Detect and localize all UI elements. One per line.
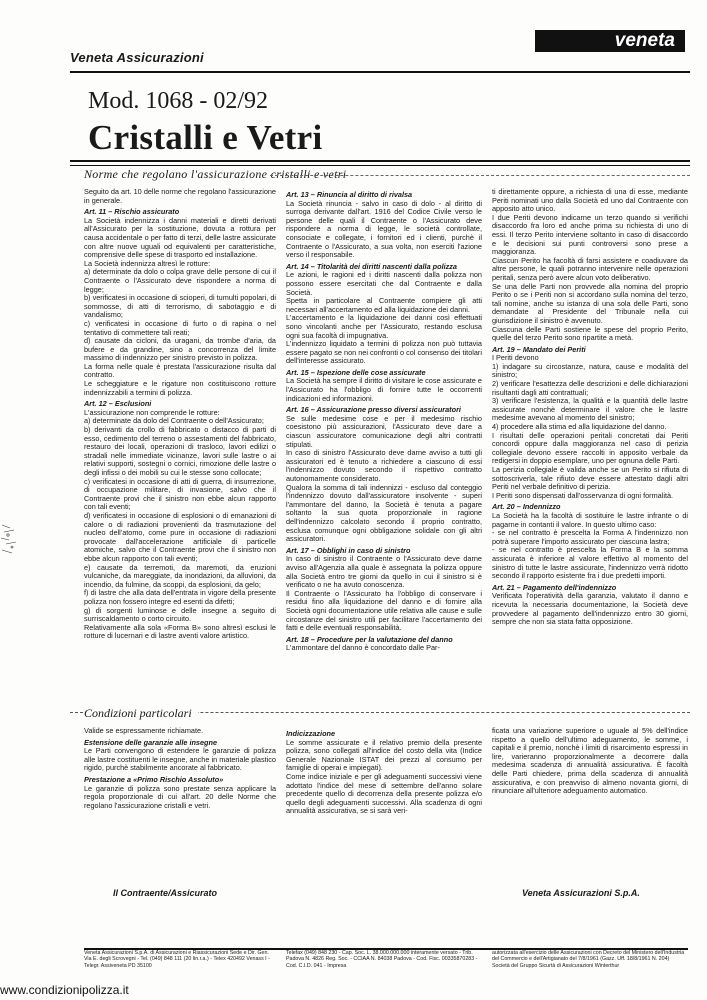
footer-company-info: Veneta Assicurazioni S.p.A. di Assicurazioni e Riassicurazioni Sede e Dir. Gen. Via E. degli Scrovegni - Tel. (049) 848 111 (20 lin.r.a.) - Telex 420492 Venass I - Telegr. Assiveneta PD 35100 bbox=[84, 950, 270, 969]
paragraph: g) di sorgenti luminose e delle insegne a seguito di surriscaldamento o corto circuito. bbox=[84, 605, 276, 624]
paragraph: La Società ha sempre il diritto di visitare le cose assicurate e l'Assicurato ha l'obbligo di fornire tutte le occorrenti indicazioni ed informazioni. bbox=[286, 376, 482, 403]
watermark-url: www.condizionipolizza.it bbox=[0, 983, 129, 997]
section-heading-condizioni: Condizioni particolari bbox=[84, 706, 198, 721]
paragraph: Spetta in particolare al Contraente compiere gli atti necessari all'accertamento ed alla liquidazione dei danni. bbox=[286, 296, 482, 314]
footer-registration-info: Telefax (049) 848 230 - Cap. Soc. L. 38.000.000.000 interamente versato - Trib. Padova N. 4826 Reg. Soc. - CCIAA N. 84038 Padova - Cod. Fisc. 00335870283 - Cod. C.I.D. 041 - Impresa bbox=[286, 950, 478, 969]
paragraph: d) causate da cicloni, da uragani, da trombe d'aria, da bufere e da grandine, sino a concorrenza del limite massimo di indennizzo per sinistro previsto in polizza. bbox=[84, 336, 276, 363]
paragraph: L'assicurazione non comprende le rotture: bbox=[84, 407, 220, 417]
paragraph: c) verificatesi in occasione di furto o di rapina o nel tentativo di commettere tali reati; bbox=[84, 318, 276, 337]
company-header: Veneta Assicurazioni bbox=[70, 50, 204, 65]
paragraph: Ciascun Perito ha facoltà di farsi assistere e coadiuvare da altre persone, le quali potranno intervenire nelle operazioni peritali, senza però avere alcun voto deliberativo. bbox=[492, 255, 688, 282]
article-heading: Art. 17 – Obblighi in caso di sinistro bbox=[286, 545, 411, 555]
article-heading: Art. 16 – Assicurazione presso diversi assicuratori bbox=[286, 405, 461, 415]
paragraph: Le Parti convengono di estendere le garanzie di polizza alle lastre costituenti le insegne, anche in materiale plastico rigido, purchè stabilmente ancorate al fabbricato. bbox=[84, 746, 276, 773]
paragraph: Le scheggiature e le rigature non costituiscono rotture indennizzabili a termini di polizza. bbox=[84, 379, 276, 397]
paragraph: I risultati delle operazioni peritali concretati dai Periti concordi oppure dalla maggioranza nel caso di perizia collegiale devono essere raccolti in apposito verbale da redigersi in doppio esemplare, uno per ognuna delle Parti. bbox=[492, 430, 688, 466]
article-heading: Art. 18 – Procedure per la valutazione del danno bbox=[286, 634, 453, 644]
paragraph: Verificata l'operatività della garanzia, valutato il danno e ricevuta la necessaria documentazione, la Società deve provvedere al pagamento dell'indennizzo entro 30 giorni, sempre che non sia stata fatta opposizione. bbox=[492, 591, 688, 627]
conditions-column-3 bbox=[492, 727, 688, 796]
paragraph: La Società rinuncia - salvo in caso di dolo - al diritto di surroga derivante dall'art. 1916 del Codice Civile verso le persone delle quali il Contraente o l'Assicurato deve rispondere a norma di legge, le società controllate, consociate e collegate, i fornitori ed i clienti, purchè il Contraente o l'Assicurato, a sua volta, non eserciti l'azione verso il responsabile. bbox=[286, 198, 482, 260]
paragraph: La Società ha la facoltà di sostituire le lastre infrante o di pagarne in contanti il valore. In questo ultimo caso: bbox=[492, 510, 688, 529]
paragraph: La Società indennizza i danni materiali e diretti derivati all'Assicurato per la sostituzione, dovuta a rottura per causa accidentale o per fatto di terzi, delle lastre assicurate con altre nuove uguali od equivalenti per caratteristiche, comprensive delle spese di trasporto ed installazione. bbox=[84, 215, 276, 260]
paragraph: Seguito da art. 10 delle norme che regolano l'assicurazione in generale. bbox=[84, 187, 276, 205]
model-number: Mod. 1068 - 02/92 bbox=[88, 88, 268, 114]
title-rule bbox=[70, 160, 690, 166]
section-heading-norme: Norme che regolano l'assicurazione cristalli e vetri bbox=[84, 167, 347, 181]
paragraph: In caso di sinistro il Contraente o l'Assicurato deve darne avviso all'Agenzia alla quale è assegnata la polizza oppure alla Società entro tre giorni da quello in cui il sinistro si è verificato o ne ha avuto conoscenza. bbox=[286, 554, 482, 590]
header-rule bbox=[70, 71, 690, 73]
paragraph: c) verificatesi in occasione di atti di guerra, di insurrezione, di occupazione militare, di invasione, salvo che il Contraente provi che il sinistro non ebbe alcun rapporto con tali eventi; bbox=[84, 476, 276, 512]
article-heading: Prestazione a «Primo Rischio Assoluto» bbox=[84, 774, 224, 784]
paragraph: I Periti devono bbox=[492, 353, 539, 363]
paragraph: I Periti sono dispensati dall'osservanza di ogni formalità. bbox=[492, 490, 674, 500]
paragraph: ficata una variazione superiore o uguale al 5% dell'indice rispetto a quello dell'ultimo adeguamento, le somme, i capitali e il premio, nonchè i limiti di risarcimento espressi in lire, varieranno proporzionalmente a decorrere dalla medesima scadenza di annualità assicurativa. È facoltà delle Parti chiedere, prima della scadenza di annualità assicurativa, e con preavviso di almeno novanta giorni, di rinunciare all'ulteriore adeguamento automatico. bbox=[492, 726, 688, 796]
paragraph: Se sulle medesime cose e per il medesimo rischio coesistono più assicurazioni, l'Assicurato deve dare a ciascun assicuratore comunicazione degli altri contratti stipulati. bbox=[286, 413, 482, 449]
paragraph: 1) indagare su circostanze, natura, cause e modalità del sinistro; bbox=[492, 361, 688, 380]
paragraph: Se una delle Parti non provvede alla nomina del proprio Perito o se i Periti non si accordano sulla nomina del terzo, tali nomine, anche su istanza di una sola delle Parti, sono demandate al Presidente del Tribunale nella cui giurisdizione il sinistro è avvenuto. bbox=[492, 281, 688, 325]
article-heading: Estensione delle garanzie alle insegne bbox=[84, 737, 218, 747]
paragraph: La perizia collegiale è valida anche se un Perito si rifiuta di sottoscriverla, tale rifiuto deve essere attestato dagli altri Periti nel verbale definitivo di perizia. bbox=[492, 465, 688, 492]
paragraph: ti direttamente oppure, a richiesta di una di esse, mediante Periti nominati uno dalla Società ed uno dal Contraente con apposito atto unico. bbox=[492, 187, 688, 214]
column-2 bbox=[286, 188, 482, 653]
paragraph: In caso di sinistro l'Assicurato deve darne avviso a tutti gli assicuratori ed è tenuto a richiedere a ciascuno di essi l'indennizzo dovuto secondo il rispettivo contratto autonomamente considerato. bbox=[286, 448, 482, 483]
paragraph: Le garanzie di polizza sono prestate senza applicare la regola proporzionale di cui all'art. 20 delle Norme che regolano l'assicurazione cristalli e vetri. bbox=[84, 783, 276, 810]
paragraph: Le somme assicurate e il relativo premio della presente polizza, sono collegati all'indice del costo della vita (Indice Generale Nazionale ISTAT dei prezzi al consumo per famiglie di operai e impiegati). bbox=[286, 737, 482, 773]
paragraph: 4) procedere alla stima ed alla liquidazione del danno. bbox=[492, 422, 667, 432]
paragraph: f) di lastre che alla data dell'entrata in vigore della presente polizza non fossero integre ed esenti da difetti; bbox=[84, 588, 276, 606]
article-heading: Indicizzazione bbox=[286, 729, 336, 738]
article-heading: Art. 11 – Rischio assicurato bbox=[84, 207, 180, 217]
paragraph: La forma nelle quale è prestata l'assicurazione risulta dal contratto. bbox=[84, 361, 276, 380]
signature-contraente: Il Contraente/Assicurato bbox=[113, 888, 218, 898]
paragraph: Ciascuna delle Parti sostiene le spese del proprio Perito, quelle del terzo Perito sono ripartite a metà. bbox=[492, 324, 688, 343]
paragraph: Come indice iniziale e per gli adeguamenti successivi viene adottato l'indice del mese di settembre dell'anno solare precedente quello di decorrenza della presente polizza e/o quello degli adeguamenti successivi. Alla scadenza di ogni annualità assicurativa, se si sarà veri- bbox=[286, 771, 482, 816]
paragraph: 2) verificare l'esattezza delle descrizioni e delle dichiarazioni risultanti dagli atti contrattuali; bbox=[492, 379, 688, 397]
article-heading: Art. 12 – Esclusioni bbox=[84, 399, 152, 409]
conditions-column-1 bbox=[84, 727, 276, 810]
paragraph: d) verificatesi in occasione di esplosioni o di emanazioni di calore o di radiazioni provenienti da trasmutazione del nucleo dell'atomo, come pure in occasione di radiazioni provocate dall'accelerazione artificiale di particelle atomiche, salvo che il Contraente provi che il sinistro non ebbe alcun rapporto con tali eventi; bbox=[84, 510, 276, 563]
paragraph: b) verificatesi in occasione di scioperi, di tumulti popolari, di sommosse, di atti di terrorismo, di sabotaggio e di vandalismo; bbox=[84, 293, 276, 320]
paragraph: Valide se espressamente richiamate. bbox=[84, 726, 204, 735]
column-3 bbox=[492, 188, 688, 627]
paragraph: Il Contraente o l'Assicurato ha l'obbligo di conservare i residui fino alla liquidazione del danno e di fornire alla Società ogni documentazione utile relativa alle cause e sulle circostanze del sinistro utili per facilitare l'accertamento dei fatti e delle eventuali responsabilità. bbox=[286, 588, 482, 633]
paragraph: - se nel contratto è prescelta la Forma A l'indennizzo non potrà superare l'importo assicurato per ciascuna lastra; bbox=[492, 528, 688, 546]
article-heading: Art. 20 – Indennizzo bbox=[492, 502, 561, 512]
article-heading: Art. 13 – Rinuncia al diritto di rivalsa bbox=[286, 190, 413, 199]
article-heading: Art. 19 – Mandato dei Periti bbox=[492, 344, 586, 354]
paragraph: b) derivanti da crollo di fabbricato o distacco di parti di esso, cedimento del terreno o assestamenti del fabbricato, restauro dei locali, operazioni di trasloco, lavori edilizi o stradali nelle immediate vicinanze, lavori sulle lastre o ai relativi supporti, sostegni o cornici, rimozione delle lastre o degli infissi o dei mobili su cui le stesse sono collocate; bbox=[84, 425, 276, 477]
paragraph: Le azioni, le ragioni ed i diritti nascenti dalla polizza non possono essere esercitati che dal Contraente e dalla Società. bbox=[286, 270, 482, 297]
signature-company: Veneta Assicurazioni S.p.A. bbox=[522, 888, 640, 898]
document-title: Cristalli e Vetri bbox=[88, 118, 323, 157]
brand-logo: veneta bbox=[535, 30, 685, 52]
article-heading: Art. 14 – Titolarità dei diritti nascenti dalla polizza bbox=[286, 261, 457, 271]
paragraph: a) determinate da dolo del Contraente o dell'Assicurato; bbox=[84, 416, 264, 426]
paragraph: a) determinate da dolo o colpa grave delle persone di cui il Contraente o l'Assicurato deve rispondere a norma di legge; bbox=[84, 267, 276, 294]
conditions-column-2 bbox=[286, 727, 482, 816]
paragraph: La Società indennizza altresì le rotture: bbox=[84, 258, 211, 268]
paragraph: - se nel contratto è prescelta la Forma B e la somma assicurata è inferiore al valore effettivo al momento del sinistro di tutte le lastre assicurate, l'indennizzo verrà ridotto secondo il rapporto esistente fra i due predetti importi. bbox=[492, 545, 688, 581]
paragraph: L'indennizzo liquidato a termini di polizza non può tuttavia essere pagato se non nei confronti o col consenso dei titolari dell'interesse assicurato. bbox=[286, 339, 482, 366]
article-heading: Art. 15 – Ispezione delle cose assicurate bbox=[286, 367, 426, 377]
footer-authorization-info: autorizzata all'esercizio delle Assicurazioni con Decreto del Ministero dell'Industria del Commercio e dell'Artigianato del 7/8/1961 (Gazz. Uff. 18/8/1961 N. 204) Società del Gruppo Sicurtà di Assicurazioni Winterthur bbox=[492, 950, 685, 969]
column-1 bbox=[84, 188, 276, 641]
article-heading: Art. 21 – Pagamento dell'indennizzo bbox=[492, 582, 617, 592]
paragraph: L'accertamento e la liquidazione dei danni così effettuati sono vincolanti anche per l'Assicurato, restando esclusa ogni sua facoltà di impugnativa. bbox=[286, 313, 482, 340]
paragraph: Qualora la somma di tali indennizzi - escluso dal conteggio l'indennizzo dovuto dall'assicuratore insolvente - superi l'ammontare del danno, la Società è tenuta a pagare soltanto la sua quota proporzionale in ragione dell'indennizzo calcolato secondo il proprio contratto, esclusa comunque ogni obbligazione solidale con gli altri assicuratori. bbox=[286, 482, 482, 544]
paragraph: Relativamente alla sola «Forma B» sono altresì esclusi le rotture di lucernari e di lastre aventi valore artistico. bbox=[84, 622, 276, 641]
paragraph: e) causate da terremoti, da maremoti, da eruzioni vulcaniche, da mareggiate, da inondazioni, da alluvioni, da incendio, da fulmine, da scoppi, da esplosioni, da gelo; bbox=[84, 562, 276, 589]
paragraph: L'ammontare del danno è concordato dalle Par- bbox=[286, 643, 440, 653]
paragraph: 3) verificare l'esistenza, la qualità e la quantità delle lastre assicurate nonchè determinare il valore che le lastre medesime avevano al momento del sinistro; bbox=[492, 396, 688, 423]
section-rule bbox=[270, 175, 690, 176]
scan-artifact-icon bbox=[0, 520, 28, 560]
paragraph: I due Periti devono indicarne un terzo quando si verifichi disaccordo fra loro ed anche prima su richiesta di uno di essi. Il terzo Perito interviene soltanto in caso di disaccordo e le decisioni sui punti controversi sono prese a maggioranza. bbox=[492, 212, 688, 257]
